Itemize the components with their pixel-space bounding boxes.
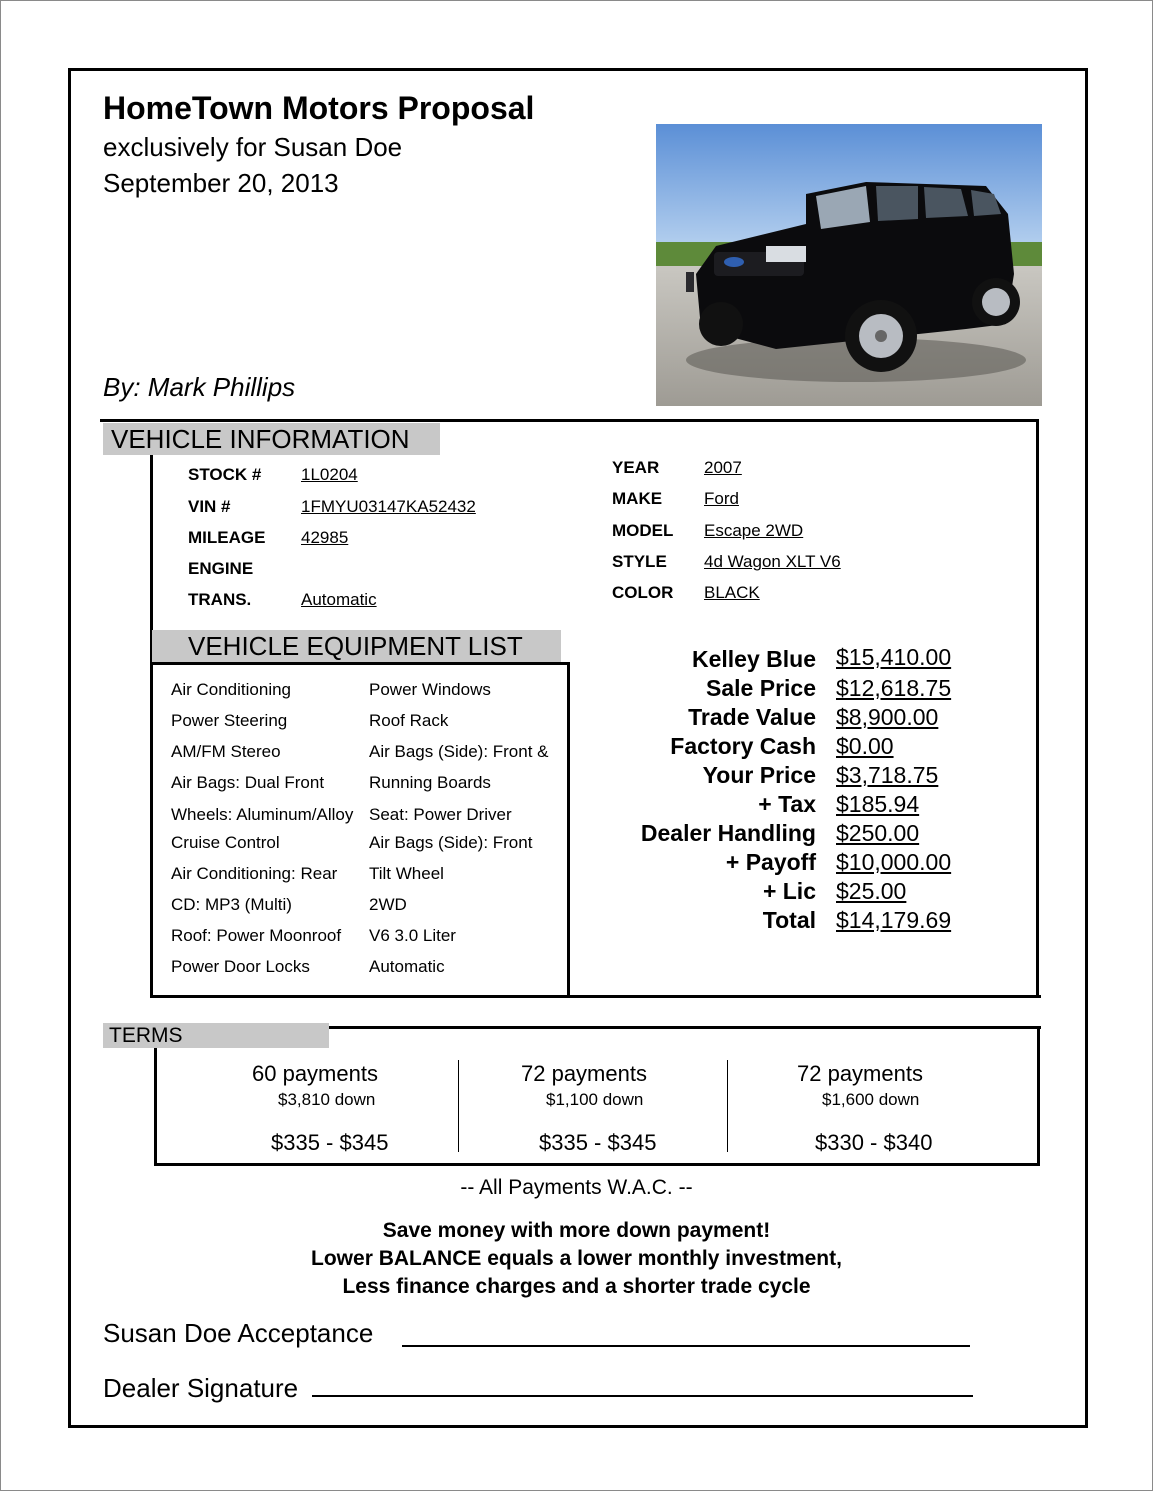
engine-label: ENGINE (188, 559, 254, 578)
term-payment-range: $335 - $345 (271, 1130, 389, 1155)
vehicle-photo (656, 124, 1042, 406)
price-value-lic: $25.00 (836, 878, 907, 904)
equipment-heading: VEHICLE EQUIPMENT LIST (152, 630, 561, 662)
term-down-payment: $1,100 down (546, 1090, 644, 1109)
terms-box-left-border (154, 1048, 157, 1166)
promo-line: Less finance charges and a shorter trade cycle (342, 1275, 811, 1298)
price-label-payoff: + Payoff (725, 849, 816, 875)
equipment-item: Air Bags (Side): Front (369, 833, 533, 852)
salesperson-byline: By: Mark Phillips (103, 372, 296, 402)
terms-heading: TERMS (103, 1023, 329, 1048)
price-value-factory-cash: $0.00 (836, 733, 894, 759)
equipment-item: Air Bags: Dual Front (171, 773, 325, 792)
dealer-signature-line[interactable] (312, 1395, 973, 1397)
terms-box-right-border (1037, 1026, 1040, 1166)
stock-label: STOCK # (188, 465, 262, 484)
equipment-item: 2WD (369, 895, 407, 914)
price-value-total: $14,179.69 (836, 907, 952, 933)
term-payment-count: 72 payments (521, 1061, 647, 1086)
equipment-item: Tilt Wheel (369, 864, 444, 883)
make-label: MAKE (612, 489, 663, 508)
price-value-trade-value: $8,900.00 (836, 704, 939, 730)
payments-wac-note: -- All Payments W.A.C. -- (460, 1176, 693, 1199)
price-value-dealer-handling: $250.00 (836, 820, 920, 846)
equipment-item: V6 3.0 Liter (369, 926, 456, 945)
equipment-item: Power Door Locks (171, 957, 310, 976)
mileage-value: 42985 (301, 528, 349, 547)
customer-line: exclusively for Susan Doe (103, 132, 403, 162)
vehicle-info-heading: VEHICLE INFORMATION (103, 423, 440, 455)
price-label-trade-value: Trade Value (688, 704, 816, 730)
price-value-tax: $185.94 (836, 791, 920, 817)
equipment-item: Wheels: Aluminum/Alloy (171, 805, 354, 824)
equipment-item: Roof: Power Moonroof (171, 926, 342, 945)
term-payment-range: $335 - $345 (539, 1130, 657, 1155)
equipment-item: Power Steering (171, 711, 288, 730)
style-label: STYLE (612, 552, 667, 571)
proposal-title: HomeTown Motors Proposal (103, 90, 535, 126)
equipment-box-top-border (152, 662, 570, 665)
equipment-item: Air Bags (Side): Front & (369, 742, 549, 761)
terms-divider (727, 1060, 728, 1152)
equipment-item: Air Conditioning (171, 680, 292, 699)
acceptance-label: Susan Doe Acceptance (103, 1318, 374, 1348)
promo-line: Save money with more down payment! (382, 1219, 771, 1242)
price-label-sale-price: Sale Price (706, 675, 816, 701)
equipment-item: Running Boards (369, 773, 491, 792)
trans-label: TRANS. (188, 590, 252, 609)
vin-label: VIN # (188, 497, 231, 516)
year-value: 2007 (704, 458, 742, 477)
term-down-payment: $3,810 down (278, 1090, 376, 1109)
equipment-item: Air Conditioning: Rear (171, 864, 338, 883)
promo-line: Lower BALANCE equals a lower monthly investment, (311, 1247, 842, 1270)
price-value-kelley-blue: $15,410.00 (836, 644, 952, 670)
price-value-your-price: $3,718.75 (836, 762, 939, 788)
stock-value: 1L0204 (301, 465, 358, 484)
vehicle-info-bottom-border (150, 995, 1041, 998)
price-label-tax: + Tax (758, 791, 816, 817)
acceptance-signature-line[interactable] (402, 1345, 970, 1347)
model-value: Escape 2WD (704, 521, 804, 540)
year-label: YEAR (612, 458, 660, 477)
price-label-dealer-handling: Dealer Handling (640, 820, 816, 846)
term-payment-count: 72 payments (797, 1061, 923, 1086)
price-value-sale-price: $12,618.75 (836, 675, 952, 701)
proposal-date: September 20, 2013 (103, 168, 339, 198)
equipment-item: Power Windows (369, 680, 491, 699)
model-label: MODEL (612, 521, 674, 540)
term-payment-range: $330 - $340 (815, 1130, 933, 1155)
make-value: Ford (704, 489, 739, 508)
equipment-item: AM/FM Stereo (171, 742, 281, 761)
equipment-item: Roof Rack (369, 711, 449, 730)
style-value: 4d Wagon XLT V6 (704, 552, 841, 571)
vin-value: 1FMYU03147KA52432 (301, 497, 476, 516)
terms-box-top-border (329, 1026, 1041, 1029)
price-label-your-price: Your Price (702, 762, 816, 788)
trans-value: Automatic (301, 590, 377, 609)
dealer-signature-label: Dealer Signature (103, 1373, 299, 1403)
equipment-item: Automatic (369, 957, 445, 976)
terms-box-bottom-border (154, 1163, 1040, 1166)
terms-divider (458, 1060, 459, 1152)
equipment-item: Seat: Power Driver (369, 805, 512, 824)
equipment-item: CD: MP3 (Multi) (171, 895, 292, 914)
color-value: BLACK (704, 583, 760, 602)
equipment-item: Cruise Control (171, 833, 280, 852)
price-value-payoff: $10,000.00 (836, 849, 952, 875)
mileage-label: MILEAGE (188, 528, 266, 547)
price-label-total: Total (762, 907, 816, 933)
color-label: COLOR (612, 583, 674, 602)
vehicle-info-left-border (150, 453, 153, 998)
price-label-lic: + Lic (762, 878, 816, 904)
term-payment-count: 60 payments (252, 1061, 378, 1086)
price-label-kelley-blue: Kelley Blue (692, 646, 816, 672)
term-down-payment: $1,600 down (822, 1090, 920, 1109)
price-label-factory-cash: Factory Cash (670, 733, 816, 759)
